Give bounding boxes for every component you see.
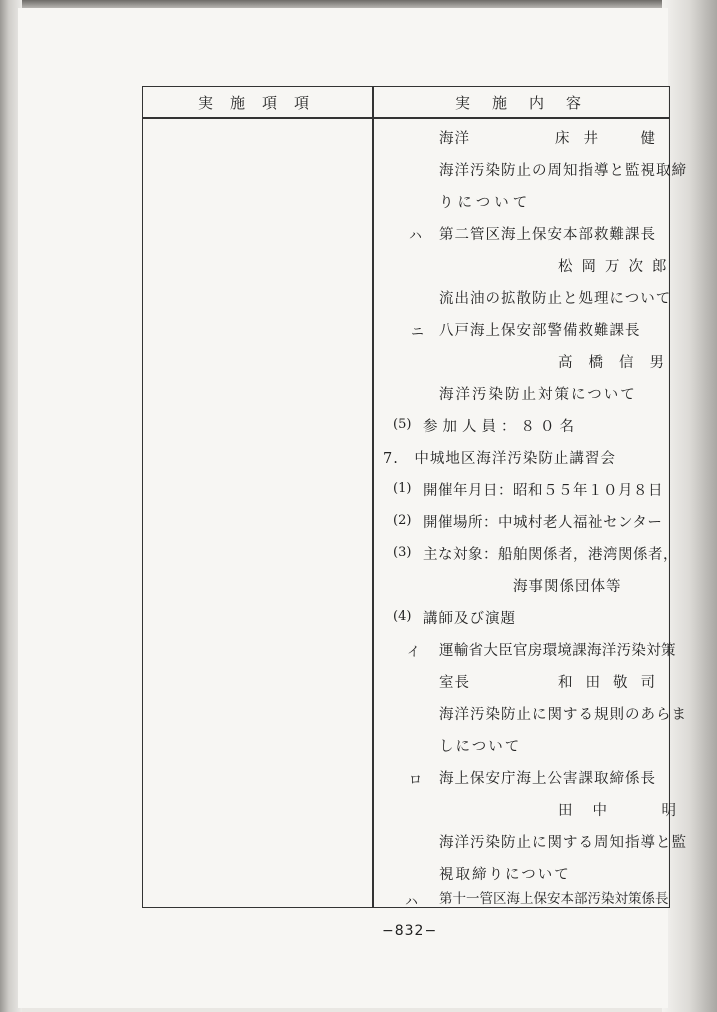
line-19: 海洋汚染防止に関する規則のあらま: [439, 707, 687, 723]
line-4-mark: ハ: [409, 229, 423, 244]
line-12-mark: (1): [393, 481, 412, 496]
line-7-mark: ニ: [411, 325, 425, 340]
line-10: 参加人員：８０名: [423, 419, 579, 435]
line-5-person: 松岡万次郎: [558, 259, 676, 275]
line-10-mark: (5): [393, 417, 412, 432]
line-18-person: 和田敬司: [558, 675, 668, 691]
report-table: [142, 86, 696, 910]
line-20: しについて: [439, 739, 522, 755]
header-divider: [143, 117, 669, 119]
page-number: −832−: [382, 923, 438, 939]
line-24: 視取締りについて: [439, 867, 571, 883]
line-15: 海事関係団体等: [513, 579, 622, 595]
line-23: 海洋汚染防止に関する周知指導と監: [439, 835, 687, 851]
line-21-mark: ロ: [409, 773, 423, 788]
line-17-mark: イ: [407, 645, 421, 660]
line-13-mark: (2): [393, 513, 412, 528]
line-25-mark: ハ: [405, 895, 419, 910]
line-16: 講師及び演題: [423, 611, 516, 627]
scan-shadow-right: [662, 0, 717, 1012]
line-8-person: 高橋信男: [558, 355, 680, 371]
line-1-person: 床井 健: [555, 131, 669, 147]
column-divider: [372, 87, 374, 907]
line-3: りについて: [439, 195, 532, 211]
line-14: 主な対象：船舶関係者，港湾関係者，: [423, 547, 678, 563]
line-16-mark: (4): [393, 609, 412, 624]
line-25: 第十一管区海上保安本部汚染対策係長: [439, 891, 669, 907]
header-right: 実施内容: [455, 94, 604, 112]
line-14-mark: (3): [393, 545, 412, 560]
header-left: 実施項項: [198, 94, 327, 112]
line-11: 7. 中城地区海洋汚染防止講習会: [383, 451, 616, 467]
line-6: 流出油の拡散防止と処理について: [439, 291, 672, 307]
line-18-role: 室長: [439, 675, 470, 691]
line-1-name: 海洋: [439, 131, 470, 147]
line-21: 海上保安庁海上公害課取締係長: [439, 771, 656, 787]
line-17: 運輸省大臣官房環境課海洋汚染対策: [439, 643, 676, 659]
line-9: 海洋汚染防止対策について: [439, 387, 637, 403]
line-12: 開催年月日：昭和５５年１０月８日: [423, 483, 663, 499]
line-22-person: 田中 明: [558, 803, 696, 819]
line-2: 海洋汚染防止の周知指導と監視取締: [439, 163, 687, 179]
line-4: 第二管区海上保安本部救難課長: [439, 227, 656, 243]
line-13: 開催場所：中城村老人福祉センター: [423, 515, 663, 531]
line-7: 八戸海上保安部警備救難課長: [439, 323, 641, 339]
